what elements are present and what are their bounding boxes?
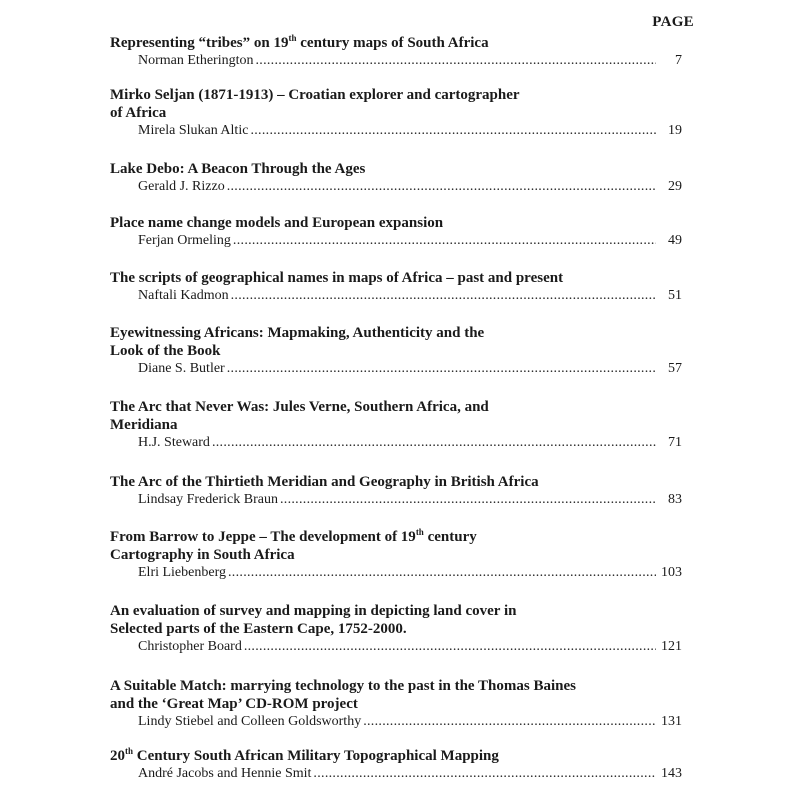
- entry-author: Ferjan Ormeling: [138, 233, 231, 248]
- dot-leader: [233, 232, 656, 250]
- entry-page-number: 103: [661, 565, 682, 580]
- toc-entry: [110, 214, 682, 250]
- toc-entry: [110, 398, 682, 452]
- entry-author-line: [110, 564, 682, 582]
- entry-title: The Arc that Never Was: Jules Verne, Southern Africa, and Meridiana: [110, 399, 489, 433]
- toc-entry: [110, 677, 682, 731]
- entry-title: Place name change models and European expansion: [110, 215, 444, 231]
- entry-author: Lindsay Frederick Braun: [138, 492, 278, 507]
- entry-author: Naftali Kadmon: [138, 288, 229, 303]
- dot-leader: [231, 287, 656, 305]
- toc-entry: [110, 528, 682, 582]
- entry-author: H.J. Steward: [138, 435, 210, 450]
- entry-author-line: [110, 638, 682, 656]
- entry-title: Representing “tribes” on 19th century maps of South Africa: [110, 33, 489, 51]
- entry-author-line: [110, 713, 682, 731]
- dot-leader: [212, 434, 656, 452]
- toc-entry: [110, 324, 682, 378]
- toc-entry: [110, 86, 682, 140]
- entry-page-number: 131: [661, 714, 682, 729]
- toc-entry: [110, 747, 682, 783]
- entry-author: Gerald J. Rizzo: [138, 179, 225, 194]
- entry-author: Elri Liebenberg: [138, 565, 226, 580]
- entry-title: An evaluation of survey and mapping in depicting land cover in Selected parts of the Eastern Cape, 1752-2000.: [110, 603, 517, 637]
- dot-leader: [280, 491, 656, 509]
- entry-author-line: [110, 52, 682, 70]
- entry-author-line: [110, 287, 682, 305]
- dot-leader: [227, 178, 656, 196]
- entry-page-number: 143: [661, 766, 682, 781]
- entry-title: Mirko Seljan (1871-1913) – Croatian explorer and cartographer of Africa: [110, 87, 520, 121]
- entry-author: Diane S. Butler: [138, 361, 225, 376]
- entry-title: Lake Debo: A Beacon Through the Ages: [110, 161, 366, 177]
- entry-page-number: 19: [668, 123, 682, 138]
- entry-page-number: 71: [668, 435, 682, 450]
- dot-leader: [255, 52, 656, 70]
- dot-leader: [363, 713, 656, 731]
- entry-page-number: 29: [668, 179, 682, 194]
- entry-title: The scripts of geographical names in maps of Africa – past and present: [110, 270, 564, 286]
- page-column-heading: PAGE: [652, 14, 694, 30]
- entry-author-line: [110, 491, 682, 509]
- toc-entry: [110, 269, 682, 305]
- entry-author: André Jacobs and Hennie Smit: [138, 766, 312, 781]
- entry-page-number: 57: [668, 361, 682, 376]
- entry-page-number: 7: [675, 53, 682, 68]
- entry-title: Eyewitnessing Africans: Mapmaking, Authenticity and the Look of the Book: [110, 325, 485, 359]
- entry-author-line: [110, 360, 682, 378]
- toc-entry: [110, 602, 682, 656]
- entry-title: A Suitable Match: marrying technology to the past in the Thomas Baines and the ‘Great Map’ CD-ROM project: [110, 678, 576, 712]
- entry-author-line: [110, 434, 682, 452]
- dot-leader: [313, 765, 656, 783]
- entry-author: Norman Etherington: [138, 53, 254, 68]
- entry-page-number: 83: [668, 492, 682, 507]
- entry-author: Lindy Stiebel and Colleen Goldsworthy: [138, 714, 362, 729]
- entry-title: 20th Century South African Military Topographical Mapping: [110, 746, 499, 764]
- dot-leader: [250, 122, 656, 140]
- entry-author: Christopher Board: [138, 639, 242, 654]
- entry-page-number: 121: [661, 639, 682, 654]
- toc-entry: [110, 473, 682, 509]
- entry-author-line: [110, 122, 682, 140]
- entry-title: From Barrow to Jeppe – The development of 19th century Cartography in South Africa: [110, 527, 477, 563]
- toc-entry: [110, 160, 682, 196]
- dot-leader: [227, 360, 656, 378]
- entry-author: Mirela Slukan Altic: [138, 123, 249, 138]
- entry-page-number: 49: [668, 233, 682, 248]
- dot-leader: [244, 638, 656, 656]
- entry-title: The Arc of the Thirtieth Meridian and Geography in British Africa: [110, 474, 539, 490]
- dot-leader: [228, 564, 656, 582]
- entry-author-line: [110, 178, 682, 196]
- entry-page-number: 51: [668, 288, 682, 303]
- toc-entry: [110, 34, 682, 70]
- entry-author-line: [110, 765, 682, 783]
- entry-author-line: [110, 232, 682, 250]
